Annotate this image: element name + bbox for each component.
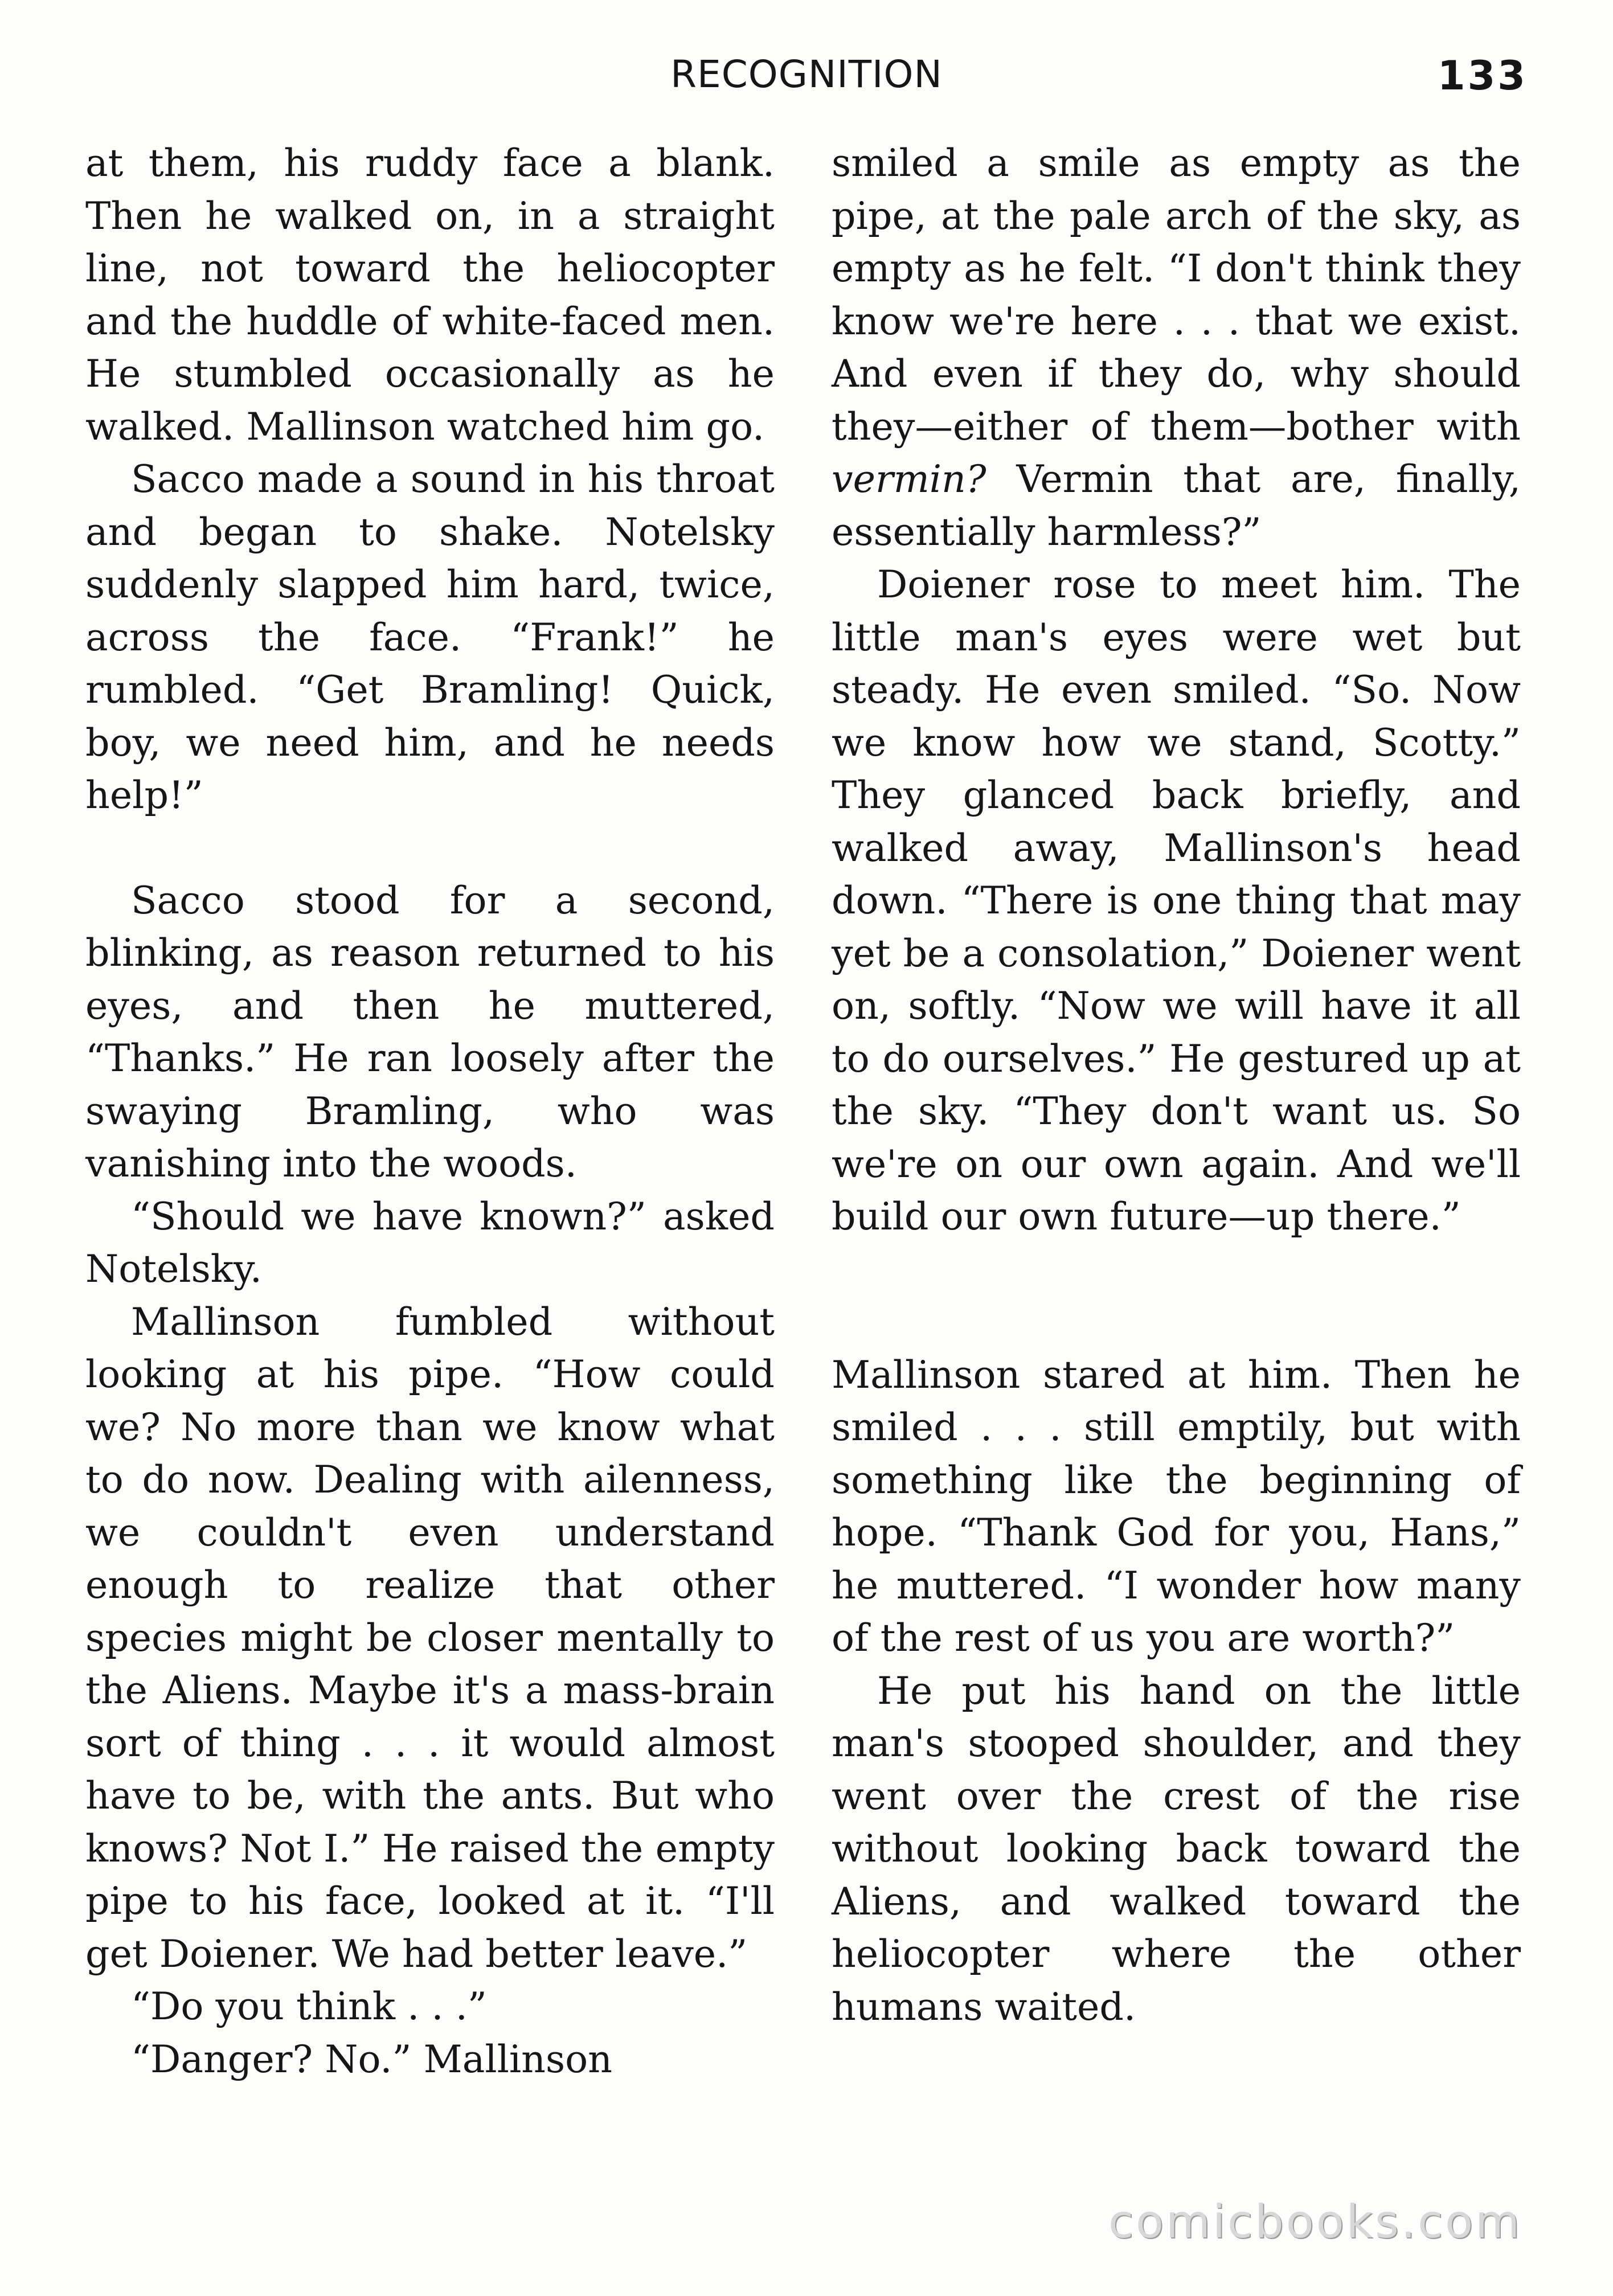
paragraph: Sacco stood for a second, blinking, as reason returned to his eyes, and then he muttered, “Thanks.” He ran loosely after the swaying Bramling, who was vanishing into the woods. — [85, 878, 775, 1186]
paragraph: Sacco made a sound in his throat and began to shake. Notelsky suddenly slapped him hard, twice, across the face. “Frank!” he rumbled. “Get Bramling! Quick, boy, we need him, and he needs help!” — [85, 457, 775, 817]
paragraph: Mallinson fumbled without looking at his pipe. “How could we? No more than we know what to do now. Dealing with ailenness, we couldn't even understand enough to realize that other species might be closer mentally to the Aliens. Maybe it's a mass-brain sort of thing . . . it would almost have to be, with the ants. But who knows? Not I.” He raised the empty pipe to his face, looked at it. “I'll get Doiener. We had better leave.” — [85, 1299, 775, 1976]
page-header — [85, 52, 1528, 121]
watermark: comicbooks.com — [1108, 2195, 1522, 2248]
paragraph: Doiener rose to meet him. The little man's eyes were wet but steady. He even smiled. “So. Now we know how we stand, Scotty.” They glanced back briefly, and walked away, Mallinson's head down. “There is one thing that may yet be a consolation,” Doiener went on, softly. “Now we will have it all to do ourselves.” He gestured up at the sky. “They don't want us. So we're on our own again. And we'll build our own future—up there.” — [832, 562, 1521, 1239]
text-run: smiled a smile as empty as the pipe, at the pale arch of the sky, as empty as he felt. “I don't think they know we're here . . . that we exist. And even if they do, why should they—either of them—bother with — [832, 141, 1521, 449]
paragraph: He put his hand on the little man's stooped shoulder, and they went over the crest of the rise without looking back toward the Aliens, and walked toward the heliocopter where the other humans waited. — [832, 1668, 1521, 2029]
paragraph: “Danger? No.” Mallinson — [131, 2036, 612, 2081]
paragraph — [832, 137, 1521, 558]
italic-word: vermin? — [832, 457, 986, 501]
running-title: RECOGNITION — [670, 52, 943, 96]
text-run: Vermin that are, finally, essentially harmless?” — [832, 457, 1521, 554]
paragraph: at them, his ruddy face a blank. Then he walked on, in a straight line, not toward the heliocopter and the huddle of white-faced men. He stumbled occasionally as he walked. Mallinson watched him go. — [85, 141, 775, 449]
page-number: 133 — [1437, 52, 1528, 99]
paragraph: “Should we have known?” asked Notelsky. — [85, 1194, 775, 1291]
paragraph: Mallinson stared at him. Then he smiled . . . still emptily, but with something like the beginning of hope. “Thank God for you, Hans,” he muttered. “I wonder how many of the rest of us you are worth?” — [832, 1352, 1521, 1660]
paragraph: “Do you think . . .” — [131, 1984, 487, 2028]
left-column — [85, 137, 775, 2085]
right-column — [832, 137, 1521, 2033]
